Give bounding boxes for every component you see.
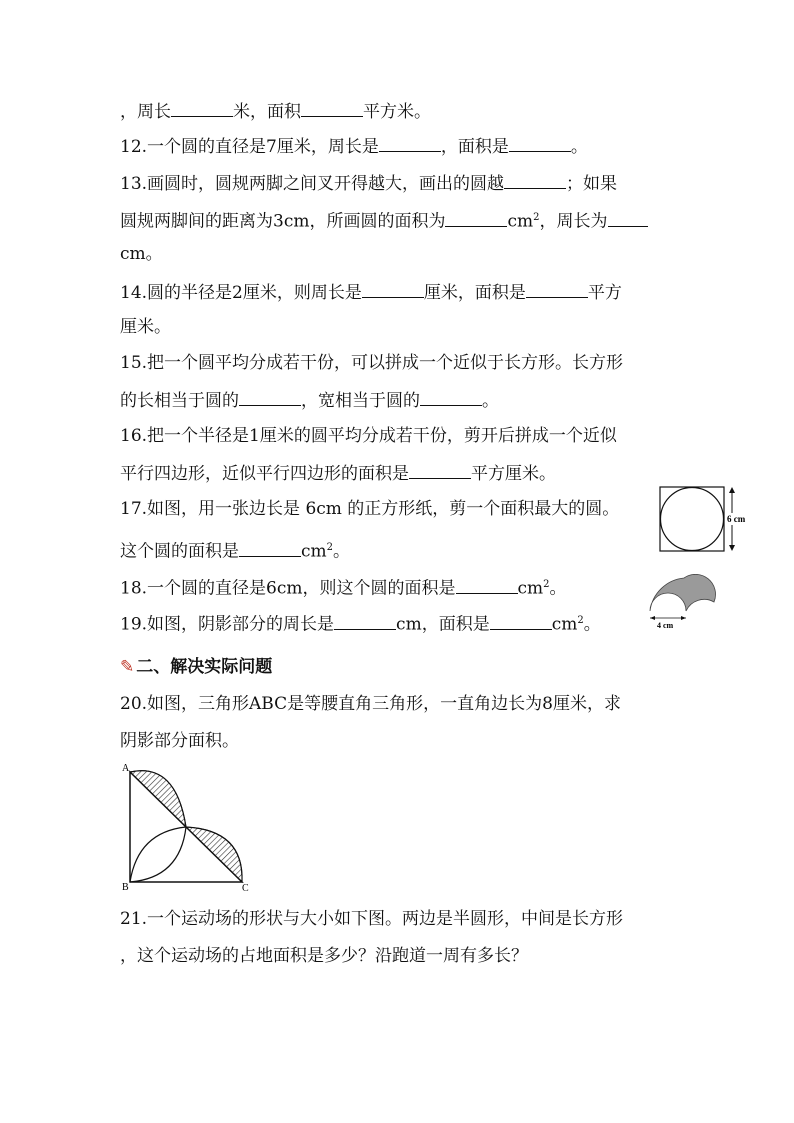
answer-blank[interactable]: [490, 611, 552, 630]
section-heading: [120, 652, 272, 677]
question-21-line-1: [120, 907, 623, 931]
text: ，面积是: [440, 137, 509, 157]
text: cm。: [120, 244, 163, 264]
dimension-label: 6 cm: [727, 514, 746, 524]
text: 21.一个运动场的形状与大小如下图。两边是半圆形，中间是长方形: [120, 909, 624, 929]
circle-shape: [661, 488, 724, 551]
arrow-down-icon: [729, 545, 735, 551]
question-20-line-2: [120, 729, 239, 753]
question-17-line-2: [120, 536, 350, 564]
text: 17.如图，用一张边长是 6cm 的正方形纸，剪一个面积最大的圆。: [120, 499, 620, 519]
answer-blank[interactable]: [171, 98, 233, 117]
question-15-line-1: [120, 351, 623, 375]
text: ；如果: [566, 174, 618, 194]
shaded-region: [650, 574, 716, 611]
text: 这个圆的面积是: [120, 541, 239, 562]
text: 。: [549, 578, 567, 599]
question-17-line-1: [120, 497, 619, 521]
square-circle-figure: [656, 484, 752, 554]
text: cm: [551, 614, 578, 635]
superscript: 2: [577, 615, 584, 626]
text: cm，面积是: [396, 614, 490, 635]
text: 圆规两脚间的距离为3cm，所画圆的面积为: [120, 211, 446, 232]
section-title: 二、解决实际问题: [136, 657, 273, 677]
text: ，周长: [120, 102, 171, 122]
text: 的长相当于圆的: [120, 391, 239, 411]
text: 16.把一个半径是1厘米的圆平均分成若干份，剪开后拼成一个近似: [120, 426, 617, 446]
answer-blank[interactable]: [445, 208, 507, 227]
answer-blank[interactable]: [420, 387, 482, 406]
text: ，这个运动场的占地面积是多少？沿跑道一周有多长？: [120, 946, 528, 966]
answer-blank[interactable]: [526, 279, 588, 298]
text: cm: [507, 211, 534, 232]
text: 厘米，面积是: [423, 283, 526, 303]
vertex-label-b: B: [122, 882, 129, 893]
text: 13.画圆时，圆规两脚之间叉开得越大，画出的圆越: [120, 174, 505, 194]
question-21-line-2: [120, 944, 528, 968]
text: 14.圆的半径是2厘米，则周长是: [120, 283, 362, 303]
question-13-line-3: [120, 242, 163, 266]
question-14-line-1: [120, 279, 622, 305]
answer-blank[interactable]: [409, 460, 471, 479]
text: 。: [583, 614, 601, 635]
text: 。: [333, 541, 351, 562]
shaded-segment-right: [186, 827, 242, 882]
vertex-label-a: A: [122, 763, 130, 774]
question-16-line-2: [120, 460, 556, 486]
answer-blank[interactable]: [301, 98, 363, 117]
text: 平行四边形，近似平行四边形的面积是: [120, 464, 409, 484]
answer-blank[interactable]: [239, 538, 301, 557]
question-15-line-2: [120, 387, 499, 413]
arrow-right-icon: [681, 616, 686, 620]
text: 20.如图，三角形ABC是等腰直角三角形，一直角边长为8厘米，求: [120, 694, 621, 714]
text: 平方米。: [363, 102, 431, 122]
pencil-icon: ✎: [120, 657, 135, 677]
text: 12.一个圆的直径是7厘米，周长是: [120, 137, 379, 157]
question-13-line-1: [120, 170, 617, 196]
answer-blank[interactable]: [379, 133, 441, 152]
text: 19.如图，阴影部分的周长是: [120, 614, 335, 635]
shaded-shape-figure: [644, 574, 730, 630]
arrow-left-icon: [650, 616, 655, 620]
text: 15.把一个圆平均分成若干份，可以拼成一个近似于长方形。长方形: [120, 353, 624, 373]
text: 18.一个圆的直径是6cm，则这个圆的面积是: [120, 578, 456, 599]
answer-blank[interactable]: [608, 208, 648, 227]
answer-blank[interactable]: [509, 133, 571, 152]
question-13-line-2: [120, 206, 648, 234]
text: ，宽相当于圆的: [301, 391, 420, 411]
text: 米，面积: [233, 102, 301, 122]
shaded-segment-top: [130, 771, 186, 827]
question-14-line-2: [120, 315, 171, 339]
superscript: 2: [326, 542, 334, 553]
answer-blank[interactable]: [334, 611, 396, 630]
superscript: 2: [543, 579, 550, 590]
answer-blank[interactable]: [456, 575, 518, 594]
text: cm: [517, 578, 544, 599]
text: 平方厘米。: [471, 464, 556, 484]
text: 平方: [587, 283, 622, 303]
question-12: [120, 133, 588, 159]
question-16-line-1: [120, 424, 617, 448]
text: ，周长为: [539, 211, 608, 232]
arrow-up-icon: [729, 487, 735, 493]
answer-blank[interactable]: [239, 387, 301, 406]
question-19: [120, 609, 601, 637]
text: 阴影部分面积。: [120, 731, 239, 751]
question-18: [120, 573, 567, 601]
answer-blank[interactable]: [362, 279, 424, 298]
question-20-line-1: [120, 692, 621, 716]
text: 厘米。: [120, 317, 171, 337]
dimension-label: 4 cm: [657, 621, 674, 630]
text: 。: [570, 137, 588, 157]
triangle-figure: [118, 760, 258, 894]
superscript: 2: [533, 212, 540, 223]
answer-blank[interactable]: [504, 170, 566, 189]
vertex-label-c: C: [242, 883, 249, 894]
text: cm: [301, 541, 327, 562]
text: 。: [482, 391, 499, 411]
q11-tail-line: [120, 98, 431, 124]
